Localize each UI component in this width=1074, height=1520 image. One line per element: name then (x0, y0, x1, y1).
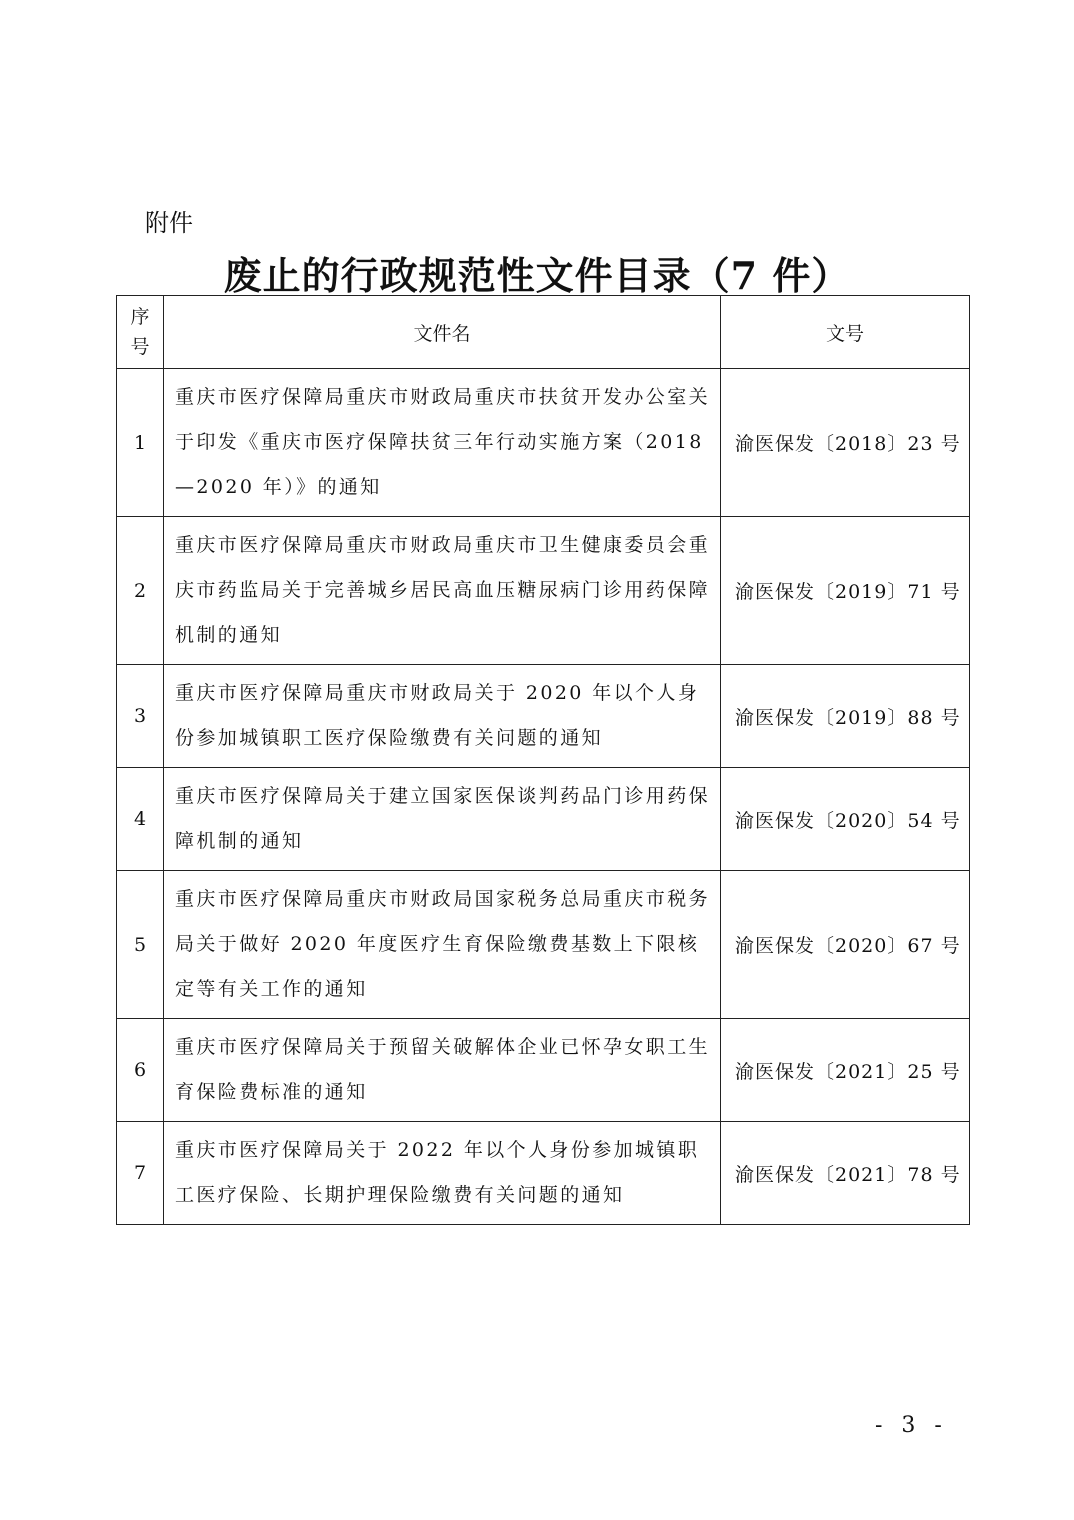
abolished-documents-table (116, 295, 970, 1225)
row-document-name: 重庆市医疗保障局重庆市财政局重庆市卫生健康委员会重庆市药监局关于完善城乡居民高血压糖尿病门诊用药保障机制的通知 (164, 517, 721, 665)
row-document-code: 渝医保发〔2018〕23 号 (721, 369, 970, 517)
header-document-code: 文号 (721, 296, 970, 369)
table-row (117, 768, 970, 871)
row-document-name: 重庆市医疗保障局重庆市财政局重庆市扶贫开发办公室关于印发《重庆市医疗保障扶贫三年行动实施方案（2018—2020 年）》的通知 (164, 369, 721, 517)
header-serial-line1: 序 (130, 306, 150, 328)
document-title: 废止的行政规范性文件目录（7 件） (223, 253, 851, 298)
row-serial-number: 3 (117, 665, 164, 768)
row-document-name: 重庆市医疗保障局重庆市财政局关于 2020 年以个人身份参加城镇职工医疗保险缴费有关问题的通知 (164, 665, 721, 768)
row-serial-number: 2 (117, 517, 164, 665)
row-document-code: 渝医保发〔2021〕78 号 (721, 1122, 970, 1225)
row-serial-number: 7 (117, 1122, 164, 1225)
row-document-code: 渝医保发〔2019〕88 号 (721, 665, 970, 768)
table-row (117, 665, 970, 768)
header-serial-line2: 号 (130, 336, 150, 358)
row-document-name: 重庆市医疗保障局重庆市财政局国家税务总局重庆市税务局关于做好 2020 年度医疗生育保险缴费基数上下限核定等有关工作的通知 (164, 871, 721, 1019)
row-document-name: 重庆市医疗保障局关于建立国家医保谈判药品门诊用药保障机制的通知 (164, 768, 721, 871)
page-number: - 3 - (875, 1413, 948, 1438)
header-serial-number (117, 296, 164, 369)
table-header-row (117, 296, 970, 369)
table-row (117, 369, 970, 517)
row-document-code: 渝医保发〔2020〕67 号 (721, 871, 970, 1019)
row-serial-number: 1 (117, 369, 164, 517)
table-row (117, 1122, 970, 1225)
row-serial-number: 5 (117, 871, 164, 1019)
table-row (117, 871, 970, 1019)
row-document-code: 渝医保发〔2019〕71 号 (721, 517, 970, 665)
row-document-name: 重庆市医疗保障局关于预留关破解体企业已怀孕女职工生育保险费标准的通知 (164, 1019, 721, 1122)
header-document-name: 文件名 (164, 296, 721, 369)
row-document-code: 渝医保发〔2020〕54 号 (721, 768, 970, 871)
table-row (117, 517, 970, 665)
row-serial-number: 6 (117, 1019, 164, 1122)
row-serial-number: 4 (117, 768, 164, 871)
row-document-name: 重庆市医疗保障局关于 2022 年以个人身份参加城镇职工医疗保险、长期护理保险缴费有关问题的通知 (164, 1122, 721, 1225)
attachment-label: 附件 (145, 209, 193, 237)
row-document-code: 渝医保发〔2021〕25 号 (721, 1019, 970, 1122)
table-row (117, 1019, 970, 1122)
